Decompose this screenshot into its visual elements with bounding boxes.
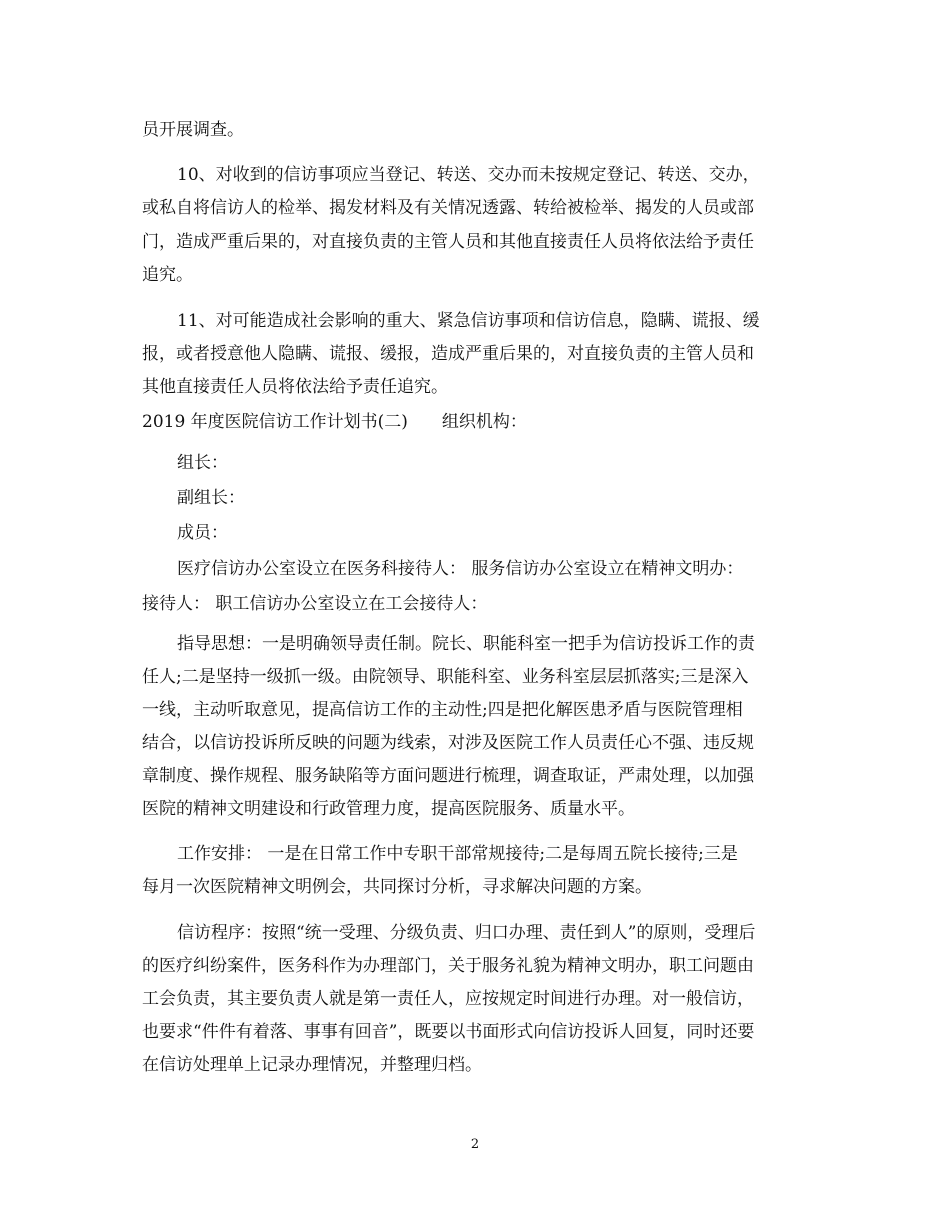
text-line: 成员： — [177, 523, 228, 543]
text-line: 工作安排： 一是在日常工作中专职干部常规接待;二是每周五院长接待;三是 — [177, 844, 738, 864]
text-line: 副组长： — [177, 488, 245, 508]
text-line: 其他直接责任人员将依法给予责任追究。 — [142, 377, 448, 397]
text-line: 指导思想：一是明确领导责任制。院长、职能科室一把手为信访投诉工作的责 — [177, 634, 755, 654]
text-line: 10、对收到的信访事项应当登记、转送、交办而未按规定登记、转送、交办， — [177, 165, 760, 185]
text-line: 任人;二是坚持一级抓一级。由院领导、职能科室、业务科室层层抓落实;三是深入 — [142, 667, 749, 687]
text-line: 章制度、操作规程、服务缺陷等方面问题进行梳理，调查取证，严肃处理，以加强 — [142, 766, 754, 786]
text-line: 或私自将信访人的检举、揭发材料及有关情况透露、转给被检举、揭发的人员或部 — [142, 198, 754, 218]
text-line: 工会负责，其主要负责人就是第一责任人，应按规定时间进行办理。对一般信访， — [142, 989, 754, 1009]
section-heading: 2019 年度医院信访工作计划书(二) 组织机构： — [142, 412, 527, 432]
text-line: 组长： — [177, 453, 228, 473]
text-line: 门，造成严重后果的，对直接负责的主管人员和其他直接责任人员将依法给予责任 — [142, 232, 754, 252]
text-line: 11、对可能造成社会影响的重大、紧急信访事项和信访信息，隐瞒、谎报、缓 — [177, 311, 760, 331]
text-line: 在信访处理单上记录办理情况，并整理归档。 — [142, 1055, 482, 1075]
text-line: 接待人： 职工信访办公室设立在工会接待人： — [142, 594, 488, 614]
page-number: 2 — [470, 1137, 480, 1152]
text-line: 医院的精神文明建设和行政管理力度，提高医院服务、质量水平。 — [142, 799, 635, 819]
text-line: 的医疗纠纷案件，医务科作为办理部门，关于服务礼貌为精神文明办，职工问题由 — [142, 956, 754, 976]
text-line: 一线，主动听取意见，提高信访工作的主动性;四是把化解医患矛盾与医院管理相 — [142, 700, 743, 720]
text-line: 每月一次医院精神文明例会，共同探讨分析，寻求解决问题的方案。 — [142, 877, 652, 897]
text-line: 信访程序：按照“统一受理、分级负责、归口办理、责任到人”的原则，受理后 — [177, 923, 756, 943]
text-line: 医疗信访办公室设立在医务科接待人： 服务信访办公室设立在精神文明办： — [177, 559, 744, 579]
text-line: 报，或者授意他人隐瞒、谎报、缓报，造成严重后果的，对直接负责的主管人员和 — [142, 344, 754, 364]
text-line: 结合，以信访投诉所反映的问题为线索，对涉及医院工作人员责任心不强、违反规 — [142, 733, 754, 753]
text-line: 也要求“件件有着落、事事有回音”，既要以书面形式向信访投诉人回复，同时还要 — [142, 1022, 755, 1042]
text-line: 追究。 — [142, 265, 193, 285]
text-line: 员开展调查。 — [142, 120, 244, 140]
